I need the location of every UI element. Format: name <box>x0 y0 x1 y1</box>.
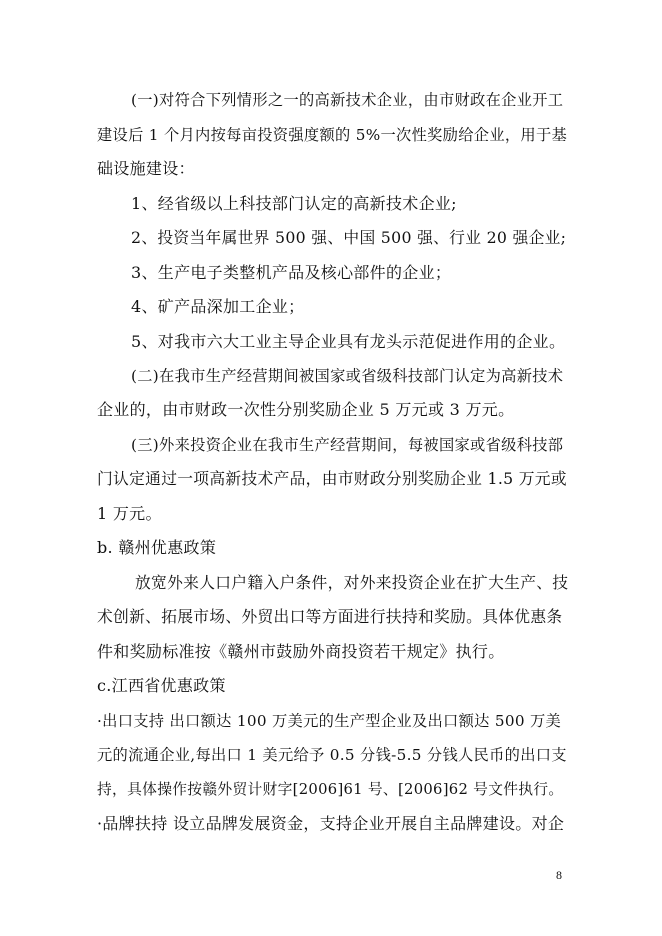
list-item-2: 2、投资当年属世界 500 强、中国 500 强、行业 20 强企业; <box>131 228 567 247</box>
section-heading-b: b. 赣州优惠政策 <box>97 538 217 557</box>
list-item-4: 4、矿产品深加工企业； <box>131 297 305 316</box>
para-3-line-1: (三)外来投资企业在我市生产经营期间，每被国家或省级科技部 <box>131 436 564 454</box>
para-2-line-1: (二)在我市生产经营期间被国家或省级科技部门认定为高新技术 <box>131 367 564 385</box>
list-item-3: 3、生产电子类整机产品及核心部件的企业； <box>131 263 452 282</box>
para-4-line-3: 件和奖励标准按《赣州市鼓励外商投资若干规定》执行。 <box>97 642 505 661</box>
section-heading-c: c.江西省优惠政策 <box>97 676 226 695</box>
para-4-line-1: 放宽外来人口户籍入户条件，对外来投资企业在扩大生产、技 <box>135 573 569 592</box>
page-number: 8 <box>556 868 562 882</box>
para-1-line-1: (一)对符合下列情形之一的高新技术企业，由市财政在企业开工 <box>131 91 564 109</box>
para-3-line-3: 1 万元。 <box>97 504 162 523</box>
para-3-line-2: 门认定通过一项高新技术产品，由市财政分别奖励企业 1.5 万元或 <box>97 469 567 488</box>
para-5-line-2: 元的流通企业,每出口 1 美元给予 0.5 分钱-5.5 分钱人民币的出口支 <box>97 746 567 764</box>
list-item-5: 5、对我市六大工业主导企业具有龙头示范促进作用的企业。 <box>131 332 566 351</box>
list-item-1: 1、经省级以上科技部门认定的高新技术企业; <box>131 194 457 213</box>
para-4-line-2: 术创新、拓展市场、外贸出口等方面进行扶持和奖励。具体优惠条 <box>97 607 563 626</box>
para-5-line-1: ·出口支持 出口额达 100 万美元的生产型企业及出口额达 500 万美 <box>97 712 562 730</box>
para-2-line-2: 企业的，由市财政一次性分别奖励企业 5 万元或 3 万元。 <box>97 400 515 419</box>
para-1-line-3: 础设施建设： <box>97 159 195 178</box>
para-1-line-2: 建设后 1 个月内按每亩投资强度额的 5%一次性奖励给企业，用于基 <box>97 126 568 144</box>
para-5-line-3: 持，具体操作按赣外贸计财字[2006]61 号、[2006]62 号文件执行。 <box>97 781 564 798</box>
para-6-line-1: ·品牌扶持 设立品牌发展资金，支持企业开展自主品牌建设。对企 <box>97 814 565 833</box>
